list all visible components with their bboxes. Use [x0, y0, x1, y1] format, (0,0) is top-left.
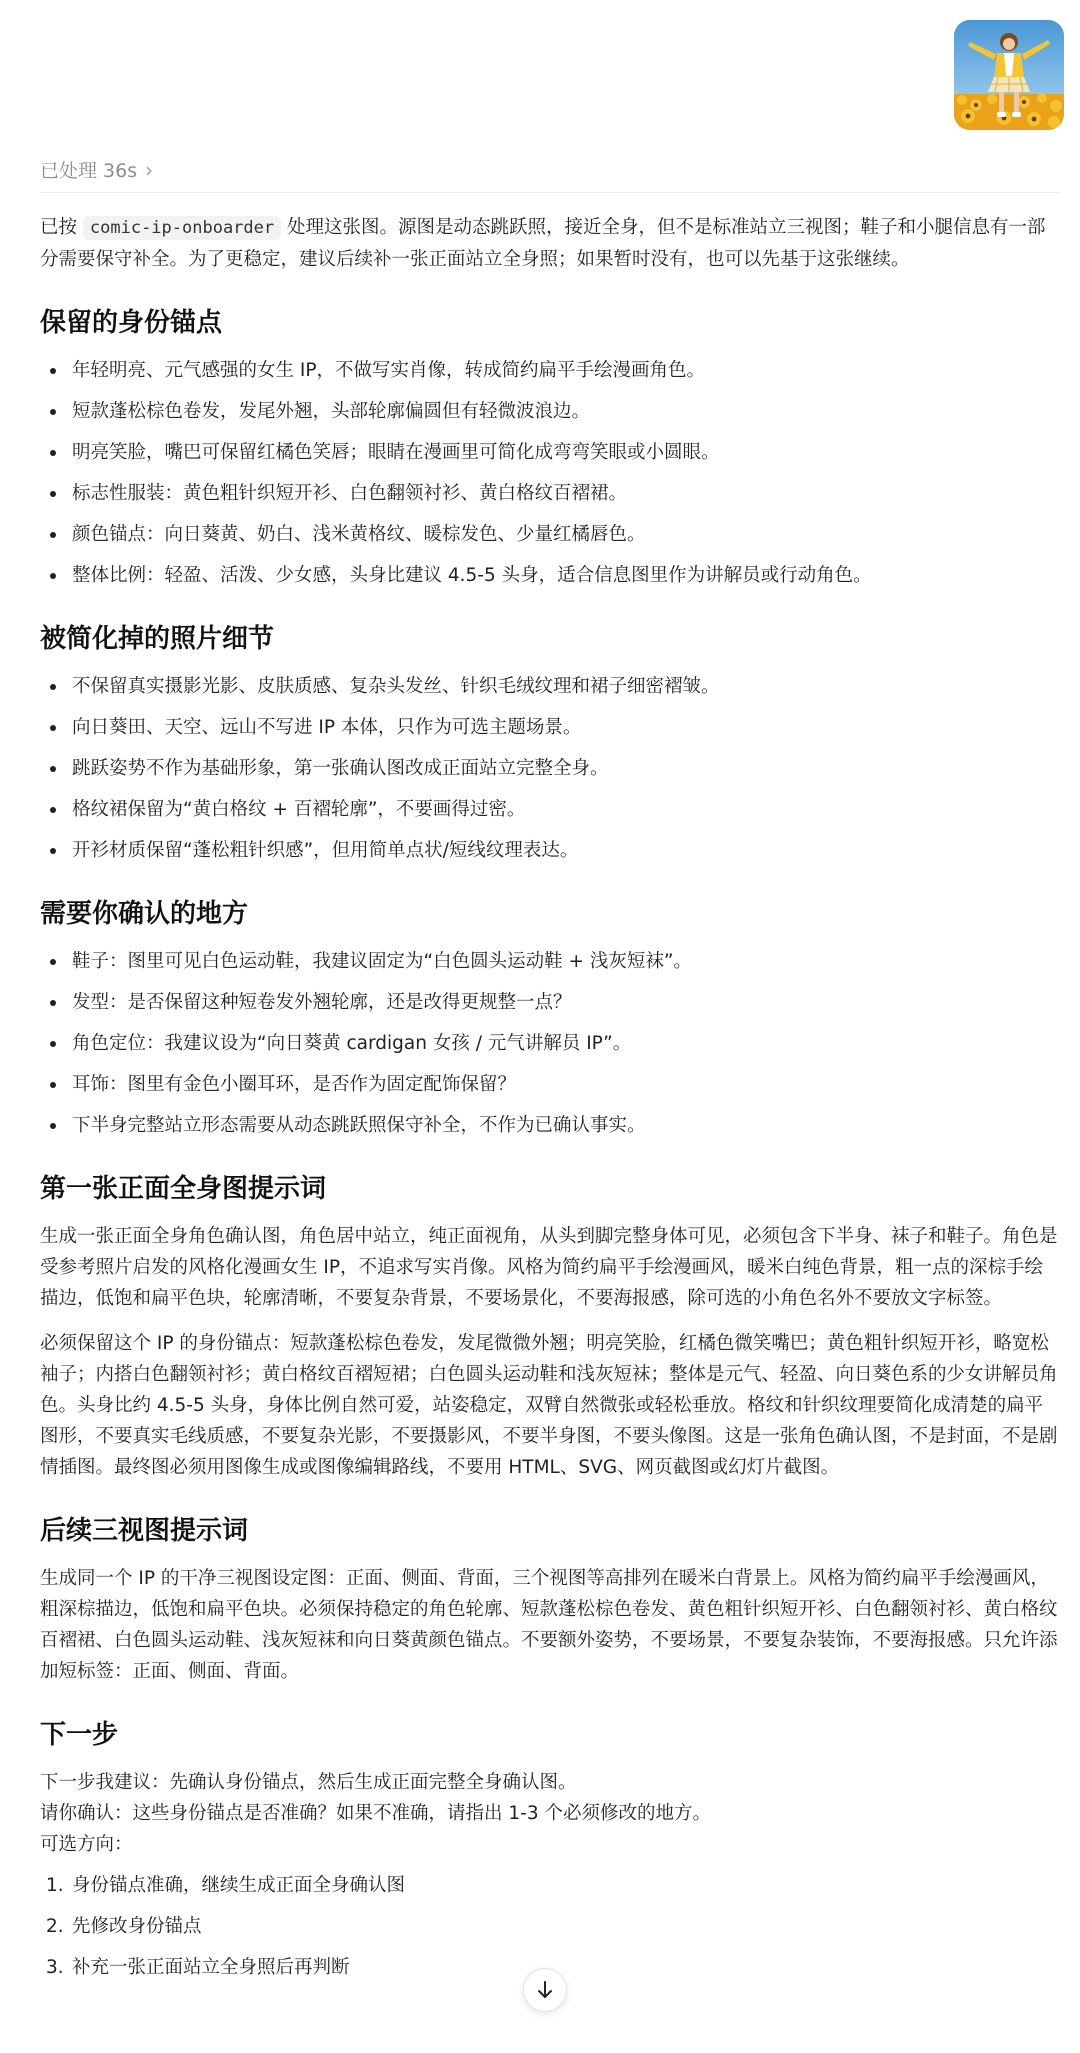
front-prompt-paragraph-1: 生成一张正面全身角色确认图，角色居中站立，纯正面视角，从头到脚完整身体可见，必须包含下半身、袜子和鞋子。角色是受参考照片启发的风格化漫画女生 IP，不追求写实肖像。风格为简约扁平手绘漫画风，暖米白纯色背景，粗一点的深棕手绘描边，低饱和扁平色块，轮廓清晰，不要复杂背景，不要场景化，不要海报感，除可选的小角色名外不要放文字标签。 [40, 1226, 1058, 1309]
simplified-list [40, 671, 1060, 866]
intro-paragraph [40, 212, 1060, 275]
option-text: 身份锚点准确，继续生成正面全身确认图 [72, 1875, 406, 1896]
list-item: 不保留真实摄影光影、皮肤质感、复杂头发丝、针织毛绒纹理和裙子细密褶皱。 [40, 671, 1060, 702]
list-item: 跳跃姿势不作为基础形象，第一张确认图改成正面站立完整全身。 [40, 753, 1060, 784]
option-text: 先修改身份锚点 [72, 1916, 202, 1937]
user-attached-photo[interactable] [954, 20, 1064, 130]
next-step-line: 请你确认：这些身份锚点是否准确？如果不准确，请指出 1-3 个必须修改的地方。 [40, 1803, 711, 1824]
next-step-lines [40, 1767, 1060, 1860]
list-item: 短款蓬松棕色卷发，发尾外翘，头部轮廓偏圆但有轻微波浪边。 [40, 396, 1060, 427]
list-item: 耳饰：图里有金色小圈耳环，是否作为固定配饰保留？ [40, 1069, 1060, 1100]
section-title-front-prompt: 第一张正面全身图提示词 [40, 1174, 327, 1204]
section-title-simplified: 被简化掉的照片细节 [40, 624, 275, 654]
anchors-list [40, 355, 1060, 591]
three-view-prompt-paragraph: 生成同一个 IP 的干净三视图设定图：正面、侧面、背面，三个视图等高排列在暖米白背景上。风格为简约扁平手绘漫画风，粗深棕描边，低饱和扁平色块。必须保持稳定的角色轮廓、短款蓬松棕色卷发、黄色粗针织短开衫、白色翻领衬衫、黄白格纹百褶裙、白色圆头运动鞋、浅灰短袜和向日葵黄颜色锚点。不要额外姿势，不要场景，不要复杂装饰，不要海报感。只允许添加短标签：正面、侧面、背面。 [40, 1568, 1058, 1682]
list-item: 鞋子：图里可见白色运动鞋，我建议固定为“白色圆头运动鞋 + 浅灰短袜”。 [40, 946, 1060, 977]
option-item [40, 1870, 1060, 1901]
intro-text-post: 处理这张图。源图是动态跳跃照，接近全身，但不是标准站立三视图；鞋子和小腿信息有一部分需要保守补全。为了更稳定，建议后续补一张正面站立全身照；如果暂时没有，也可以先基于这张继续。 [40, 217, 1046, 270]
option-text: 补充一张正面站立全身照后再判断 [72, 1957, 350, 1978]
list-item: 下半身完整站立形态需要从动态跳跃照保守补全，不作为已确认事实。 [40, 1110, 1060, 1141]
assistant-message [40, 212, 1060, 1993]
processed-label: 已处理 36s [40, 160, 138, 182]
list-item: 标志性服装：黄色粗针织短开衫、白色翻领衬衫、黄白格纹百褶裙。 [40, 478, 1060, 509]
option-item [40, 1911, 1060, 1942]
list-item: 颜色锚点：向日葵黄、奶白、浅米黄格纹、暖棕发色、少量红橘唇色。 [40, 519, 1060, 550]
scroll-to-bottom-button[interactable] [523, 1968, 567, 2012]
section-title-confirm: 需要你确认的地方 [40, 899, 249, 929]
section-title-next-step: 下一步 [40, 1720, 119, 1750]
processed-time-toggle[interactable] [40, 156, 153, 183]
arrow-down-icon [534, 1979, 556, 2001]
intro-text-pre: 已按 [40, 217, 83, 238]
next-step-line: 可选方向： [40, 1834, 133, 1855]
list-item: 格纹裙保留为“黄白格纹 + 百褶轮廓”，不要画得过密。 [40, 794, 1060, 825]
list-item: 明亮笑脸，嘴巴可保留红橘色笑唇；眼睛在漫画里可简化成弯弯笑眼或小圆眼。 [40, 437, 1060, 468]
section-title-anchors: 保留的身份锚点 [40, 308, 223, 338]
option-number: 2. [46, 1916, 64, 1937]
list-item: 向日葵田、天空、远山不写进 IP 本体，只作为可选主题场景。 [40, 712, 1060, 743]
skill-code-badge: comic-ip-onboarder [83, 216, 281, 240]
confirm-list [40, 946, 1060, 1141]
chevron-right-icon: › [145, 157, 154, 182]
next-step-line: 下一步我建议：先确认身份锚点，然后生成正面完整全身确认图。 [40, 1772, 577, 1793]
next-step-options [40, 1870, 1060, 1983]
list-item: 年轻明亮、元气感强的女生 IP，不做写实肖像，转成简约扁平手绘漫画角色。 [40, 355, 1060, 386]
list-item: 整体比例：轻盈、活泼、少女感，头身比建议 4.5-5 头身，适合信息图里作为讲解员或行动角色。 [40, 560, 1060, 591]
list-item: 开衫材质保留“蓬松粗针织感”，但用简单点状/短线纹理表达。 [40, 835, 1060, 866]
list-item: 发型：是否保留这种短卷发外翘轮廓，还是改得更规整一点？ [40, 987, 1060, 1018]
divider [40, 192, 1060, 193]
jumping-girl-sunflower-photo [954, 20, 1064, 130]
option-number: 3. [46, 1957, 64, 1978]
list-item: 角色定位：我建议设为“向日葵黄 cardigan 女孩 / 元气讲解员 IP”。 [40, 1028, 1060, 1059]
section-title-three-view-prompt: 后续三视图提示词 [40, 1516, 249, 1546]
option-number: 1. [46, 1875, 64, 1896]
front-prompt-paragraph-2: 必须保留这个 IP 的身份锚点：短款蓬松棕色卷发，发尾微微外翘；明亮笑脸，红橘色微笑嘴巴；黄色粗针织短开衫，略宽松袖子；内搭白色翻领衬衫；黄白格纹百褶短裙；白色圆头运动鞋和浅灰短袜；整体是元气、轻盈、向日葵色系的少女讲解员角色。头身比约 4.5-5 头身，身体比例自然可爱，站姿稳定，双臂自然微张或轻松垂放。格纹和针织纹理要简化成清楚的扁平图形，不要真实毛线质感，不要复杂光影，不要摄影风，不要半身图，不要头像图。这是一张角色确认图，不是封面，不是剧情插图。最终图必须用图像生成或图像编辑路线，不要用 HTML、SVG、网页截图或幻灯片截图。 [40, 1333, 1058, 1478]
